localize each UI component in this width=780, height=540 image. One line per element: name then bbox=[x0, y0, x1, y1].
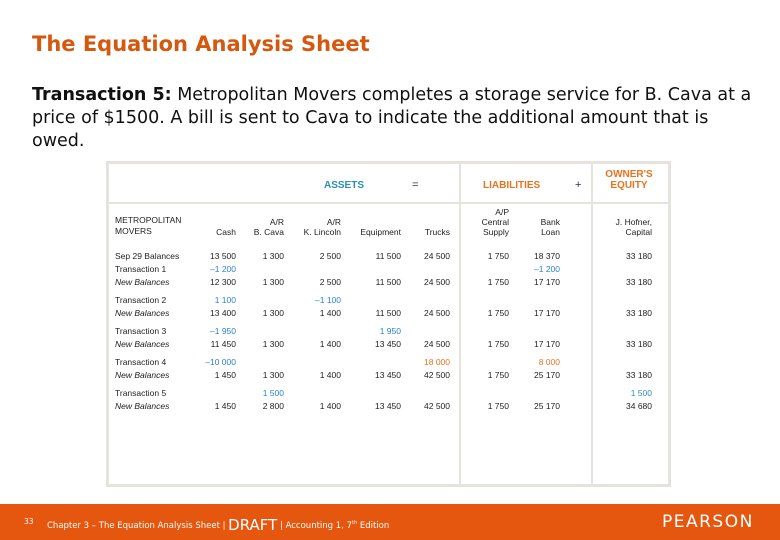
table-cell: 24 500 bbox=[424, 251, 450, 261]
column-header-line: A/P bbox=[495, 207, 509, 217]
row-label: New Balances bbox=[115, 370, 170, 380]
table-cell: 1 300 bbox=[262, 370, 284, 380]
table-cell: 1 450 bbox=[214, 401, 236, 411]
table-cell: 25 170 bbox=[534, 401, 560, 411]
table-cell: 13 450 bbox=[375, 370, 401, 380]
liabilities-header: LIABILITIES bbox=[483, 180, 541, 191]
equals-sign: = bbox=[412, 179, 419, 191]
table-cell: 1 500 bbox=[630, 388, 652, 398]
column-header-line: J. Hofner, bbox=[615, 217, 652, 227]
owners-equity-header bbox=[599, 169, 659, 191]
sheet-table bbox=[109, 164, 668, 484]
transaction-text: Metropolitan Movers completes a storage service for B. Cava at a price of $1500. A bill is sent to Cava to indicate the additional amount that is owed. bbox=[32, 85, 752, 151]
footer-caption bbox=[47, 516, 389, 534]
table-cell: 1 450 bbox=[214, 370, 236, 380]
table-cell: 18 370 bbox=[534, 251, 560, 261]
column-header-line: Trucks bbox=[424, 227, 450, 237]
column-header-line bbox=[224, 207, 284, 217]
table-cell: 1 400 bbox=[319, 308, 341, 318]
table-cell: 1 400 bbox=[319, 339, 341, 349]
column-header-trucks bbox=[390, 207, 450, 237]
column-header-line bbox=[500, 207, 560, 217]
column-header-ar-b-cava bbox=[224, 207, 284, 237]
footer-draft-label: DRAFT bbox=[228, 516, 278, 534]
table-cell: 25 170 bbox=[534, 370, 560, 380]
equation-analysis-sheet bbox=[106, 161, 671, 487]
table-cell: 17 170 bbox=[534, 308, 560, 318]
column-header-line: Equipment bbox=[360, 227, 401, 237]
row-label: Transaction 5 bbox=[115, 388, 167, 398]
column-header-line: Bank bbox=[540, 217, 560, 227]
table-cell: 33 180 bbox=[626, 308, 652, 318]
table-cell: 1 750 bbox=[487, 277, 509, 287]
table-cell: 11 500 bbox=[375, 277, 401, 287]
pearson-logo: PEARSON bbox=[662, 512, 754, 532]
table-cell: 1 300 bbox=[262, 339, 284, 349]
table-cell: 33 180 bbox=[626, 251, 652, 261]
footer-caption-prefix: Chapter 3 – The Equation Analysis Sheet | bbox=[47, 521, 226, 531]
row-label: New Balances bbox=[115, 339, 170, 349]
column-header-line: A/R bbox=[269, 217, 284, 227]
column-header-line: Capital bbox=[625, 227, 652, 237]
row-label: Sep 29 Balances bbox=[115, 251, 180, 261]
table-cell: 24 500 bbox=[424, 277, 450, 287]
table-cell: 33 180 bbox=[626, 370, 652, 380]
owners-equity-header-line-2: EQUITY bbox=[610, 180, 648, 191]
column-header-line bbox=[592, 207, 652, 217]
column-header-bank-loan bbox=[500, 207, 560, 237]
table-cell: 17 170 bbox=[534, 339, 560, 349]
row-label: Transaction 3 bbox=[115, 326, 167, 336]
column-header-line: Central bbox=[481, 217, 509, 227]
table-cell: 1 750 bbox=[487, 308, 509, 318]
column-header-line bbox=[281, 207, 341, 217]
row-label: New Balances bbox=[115, 308, 170, 318]
row-label: Transaction 4 bbox=[115, 357, 167, 367]
table-cell: 1 750 bbox=[487, 401, 509, 411]
column-header-line bbox=[390, 207, 450, 217]
column-header-line bbox=[390, 217, 450, 227]
slide-title: The Equation Analysis Sheet bbox=[32, 32, 370, 56]
footer-caption-ordinal: th bbox=[351, 520, 358, 527]
table-cell: 13 400 bbox=[210, 308, 236, 318]
company-name-line-2: MOVERS bbox=[115, 225, 152, 236]
owners-equity-header-line-1: OWNER'S bbox=[605, 169, 653, 180]
table-cell: 1 300 bbox=[262, 251, 284, 261]
row-label: Transaction 1 bbox=[115, 264, 167, 274]
company-name bbox=[115, 215, 181, 236]
table-cell: –1 950 bbox=[210, 326, 236, 336]
table-cell: 8 000 bbox=[538, 357, 560, 367]
column-header-line: Supply bbox=[483, 227, 509, 237]
table-cell: –1 100 bbox=[315, 295, 341, 305]
table-cell: 2 500 bbox=[319, 277, 341, 287]
column-header-line: K. Lincoln bbox=[303, 227, 341, 237]
table-cell: 2 800 bbox=[262, 401, 284, 411]
column-header-ar-k-lincoln bbox=[281, 207, 341, 237]
table-cell: 1 950 bbox=[379, 326, 401, 336]
plus-sign: + bbox=[575, 179, 582, 191]
table-cell: 33 180 bbox=[626, 339, 652, 349]
row-label: New Balances bbox=[115, 401, 170, 411]
column-header-line: B. Cava bbox=[253, 227, 284, 237]
table-cell: 17 170 bbox=[534, 277, 560, 287]
table-cell: 1 100 bbox=[214, 295, 236, 305]
table-cell: –1 200 bbox=[534, 264, 560, 274]
table-cell: 24 500 bbox=[424, 308, 450, 318]
table-cell: 13 450 bbox=[375, 339, 401, 349]
table-cell: 1 750 bbox=[487, 251, 509, 261]
column-header-line: Loan bbox=[541, 227, 560, 237]
footer-caption-course: | Accounting 1, 7 bbox=[280, 521, 352, 531]
table-cell: 1 300 bbox=[262, 308, 284, 318]
table-cell: 1 300 bbox=[262, 277, 284, 287]
page-number: 33 bbox=[24, 517, 34, 526]
table-cell: 1 400 bbox=[319, 401, 341, 411]
table-cell: 42 500 bbox=[424, 370, 450, 380]
footer-caption-suffix: Edition bbox=[359, 521, 390, 531]
table-cell: 1 500 bbox=[262, 388, 284, 398]
table-cell: 34 680 bbox=[626, 401, 652, 411]
row-label: Transaction 2 bbox=[115, 295, 167, 305]
table-cell: –10 000 bbox=[205, 357, 236, 367]
table-cell: 1 750 bbox=[487, 370, 509, 380]
column-header-line: Cash bbox=[216, 227, 236, 237]
header-divider bbox=[109, 202, 668, 204]
table-cell: 24 500 bbox=[424, 339, 450, 349]
table-cell: 13 450 bbox=[375, 401, 401, 411]
table-cell: 18 000 bbox=[424, 357, 450, 367]
table-cell: 33 180 bbox=[626, 277, 652, 287]
table-cell: 1 400 bbox=[319, 370, 341, 380]
table-cell: 11 500 bbox=[375, 308, 401, 318]
column-header-line: A/R bbox=[326, 217, 341, 227]
footer-bar bbox=[0, 504, 780, 540]
transaction-label: Transaction 5: bbox=[32, 85, 172, 105]
table-cell: 12 300 bbox=[210, 277, 236, 287]
row-label: New Balances bbox=[115, 277, 170, 287]
table-cell: –1 200 bbox=[210, 264, 236, 274]
assets-header: ASSETS bbox=[324, 180, 365, 191]
company-name-line-1: METROPOLITAN bbox=[115, 215, 182, 225]
table-cell: 11 500 bbox=[375, 251, 401, 261]
transaction-description bbox=[32, 84, 762, 153]
table-cell: 42 500 bbox=[424, 401, 450, 411]
table-cell: 2 500 bbox=[319, 251, 341, 261]
table-cell: 13 500 bbox=[210, 251, 236, 261]
column-header-j-hofner-capital bbox=[592, 207, 652, 237]
table-cell: 1 750 bbox=[487, 339, 509, 349]
table-cell: 11 450 bbox=[210, 339, 236, 349]
